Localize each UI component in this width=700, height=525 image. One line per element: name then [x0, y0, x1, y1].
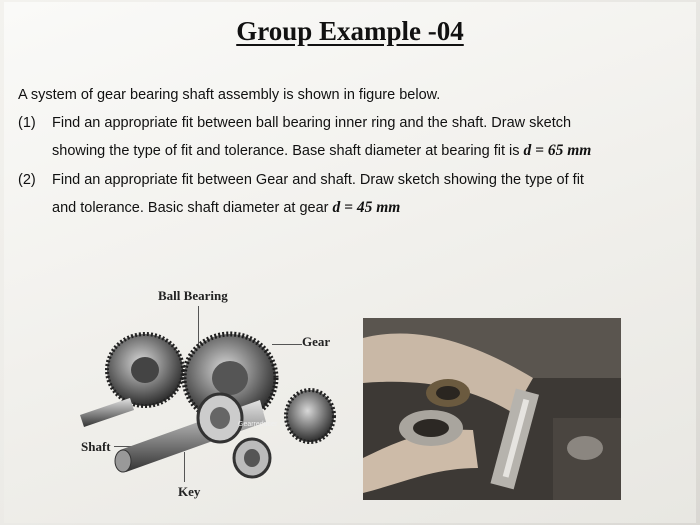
item-number: (1)	[18, 115, 36, 131]
item-line-2	[52, 142, 591, 160]
item-number: (2)	[18, 172, 36, 188]
reducer-label: Gearreducer	[238, 421, 278, 428]
item-line-1: Find an appropriate fit between Gear and shaft. Draw sketch showing the type of fit	[52, 172, 584, 188]
label-gear: Gear	[302, 334, 331, 349]
page-title: Group Example -04	[236, 16, 464, 46]
gear-right	[286, 390, 334, 442]
assembly-photo	[363, 318, 621, 500]
shaft-diameter-gear: d = 45 mm	[332, 199, 401, 216]
gear-left	[107, 334, 183, 406]
label-key: Key	[178, 484, 201, 499]
label-shaft: Shaft	[81, 439, 111, 454]
gear-assembly-illustration	[70, 330, 340, 480]
intro-text: A system of gear bearing shaft assembly is shown in figure below.	[18, 87, 441, 103]
shaft-diameter-bearing: d = 65 mm	[523, 142, 592, 159]
item-line-2-text: showing the type of fit and tolerance. Base shaft diameter at bearing fit is	[52, 143, 520, 159]
label-ball-bearing: Ball Bearing	[158, 288, 228, 303]
item-line-1: Find an appropriate fit between ball bearing inner ring and the shaft. Draw sketch	[52, 115, 572, 131]
item-line-2-text: and tolerance. Basic shaft diameter at gear	[52, 200, 329, 216]
item-line-2	[52, 199, 400, 217]
